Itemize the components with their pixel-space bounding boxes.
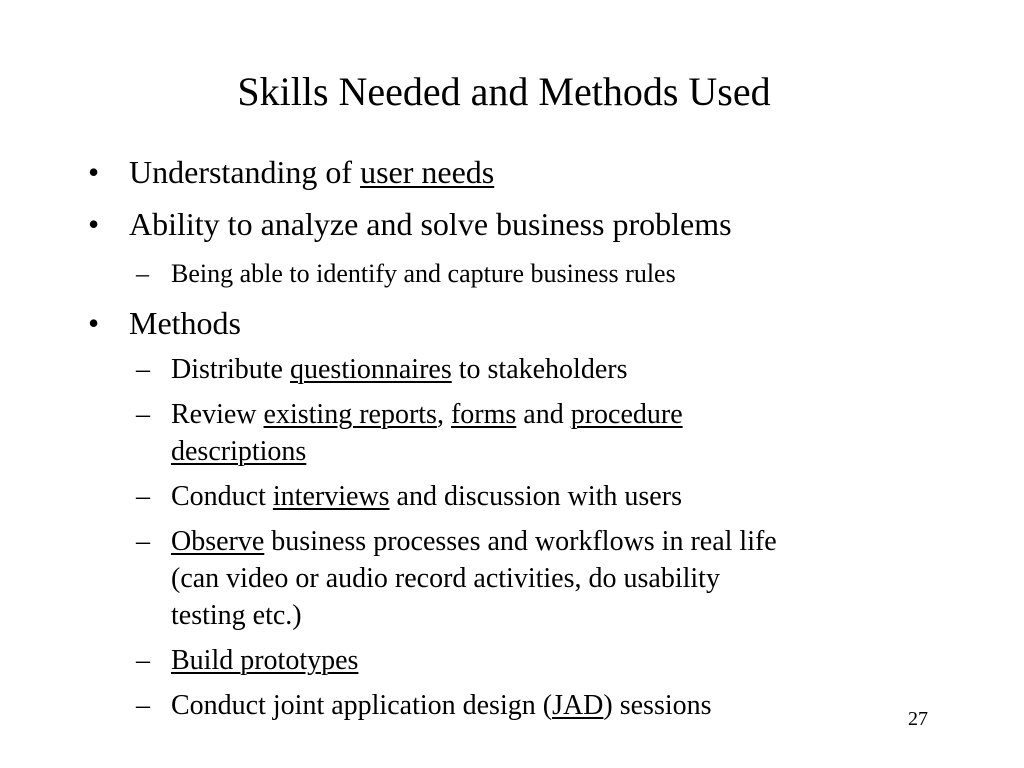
slide-title: Skills Needed and Methods Used [237,69,771,114]
bullet-marker: • [88,154,100,190]
sub-item-text: Being able to identify and capture business rules [171,259,676,288]
dash-marker: – [136,690,150,721]
method-text-part: , [436,399,451,430]
underlined-term-descriptions: descriptions [171,436,307,467]
underlined-term-forms: forms [450,399,517,430]
method-text-part: Conduct [171,481,273,512]
dash-marker: – [136,259,149,288]
underlined-term-questionnaires: questionnaires [290,354,452,385]
page-number: 27 [908,708,928,730]
method-text-part: business processes and workflows in real life [264,526,777,557]
bullet-text: Methods [129,305,241,341]
bullet-marker: • [88,206,100,242]
method-text [171,688,712,724]
underlined-term-user-needs: user needs [360,154,495,190]
dash-marker: – [136,399,150,430]
method-text [171,479,682,515]
method-text-part: Conduct joint application design ( [171,690,553,721]
method-text [171,397,683,433]
underlined-term-jad: JAD [552,690,604,721]
method-text: testing etc.) [171,600,302,631]
underlined-term-procedure: procedure [570,399,683,430]
dash-marker: – [136,481,150,512]
bullet-text-part: Understanding of [129,154,361,190]
dash-marker: – [136,645,150,676]
bullet-marker: • [88,305,100,341]
underlined-term-existing-reports: existing reports [263,399,437,430]
method-text [171,643,358,679]
bullet-text: Ability to analyze and solve business problems [129,206,732,242]
dash-marker: – [136,526,150,557]
method-text-part: and [516,399,571,430]
method-text [171,352,628,388]
method-text [171,524,777,560]
method-text-part: to stakeholders [451,354,628,385]
bullet-text [129,153,494,191]
dash-marker: – [136,354,150,385]
method-text-part: and discussion with users [389,481,682,512]
method-text: (can video or audio record activities, do usability [171,563,720,594]
method-text-part: Distribute [171,354,290,385]
method-text-part: Review [171,399,264,430]
method-text-part: ) sessions [603,690,712,721]
method-text [171,434,306,470]
underlined-term-interviews: interviews [272,481,390,512]
underlined-term-build-prototypes: Build prototypes [171,645,359,676]
underlined-term-observe: Observe [171,526,265,557]
